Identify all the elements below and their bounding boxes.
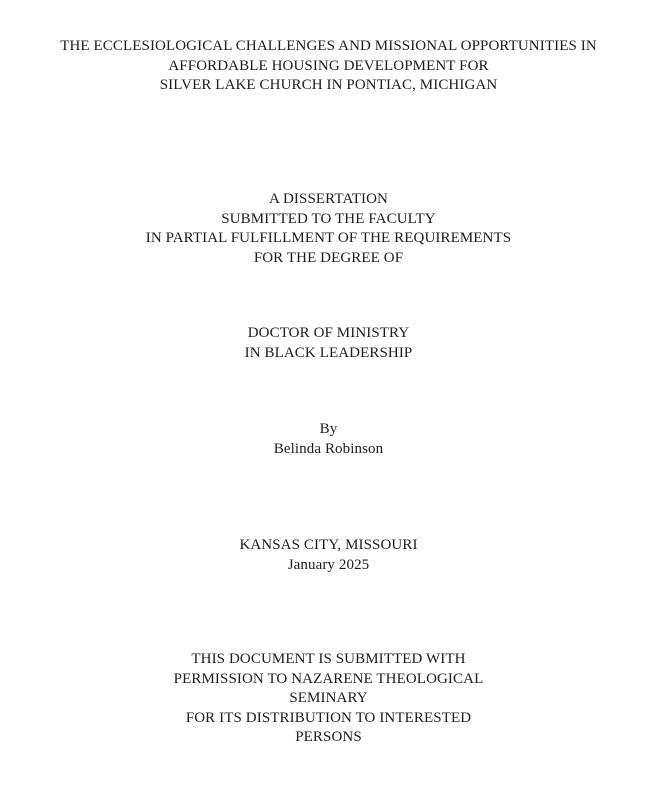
permission-line-1: THIS DOCUMENT IS SUBMITTED WITH	[191, 651, 466, 667]
permission-line-5: PERSONS	[295, 729, 362, 745]
dissertation-title	[0, 37, 657, 96]
location-line: KANSAS CITY, MISSOURI	[239, 537, 418, 553]
submission-line-1: A DISSERTATION	[269, 191, 388, 207]
degree-line-1: DOCTOR OF MINISTRY	[247, 325, 410, 341]
title-line-3: SILVER LAKE CHURCH IN PONTIAC, MICHIGAN	[159, 77, 498, 93]
permission-line-4: FOR ITS DISTRIBUTION TO INTERESTED	[185, 709, 472, 726]
submission-line-4: FOR THE DEGREE OF	[253, 249, 404, 266]
location-and-date	[0, 536, 657, 575]
by-label: By	[319, 421, 338, 437]
title-line-1: THE ECCLESIOLOGICAL CHALLENGES AND MISSIONAL OPPORTUNITIES IN	[60, 38, 597, 54]
title-line-2: AFFORDABLE HOUSING DEVELOPMENT FOR	[168, 57, 489, 74]
permission-line-3: SEMINARY	[289, 690, 368, 706]
submission-line-3: IN PARTIAL FULFILLMENT OF THE REQUIREMENTS	[145, 230, 512, 246]
degree-name	[0, 324, 657, 363]
permission-line-2: PERMISSION TO NAZARENE THEOLOGICAL	[173, 670, 484, 687]
submission-line-2: SUBMITTED TO THE FACULTY	[221, 210, 436, 227]
author-attribution	[0, 420, 657, 459]
permission-statement	[0, 650, 657, 748]
degree-line-2: IN BLACK LEADERSHIP	[244, 344, 413, 361]
author-name: Belinda Robinson	[273, 440, 384, 457]
submission-statement	[0, 190, 657, 268]
date-line: January 2025	[287, 556, 370, 573]
